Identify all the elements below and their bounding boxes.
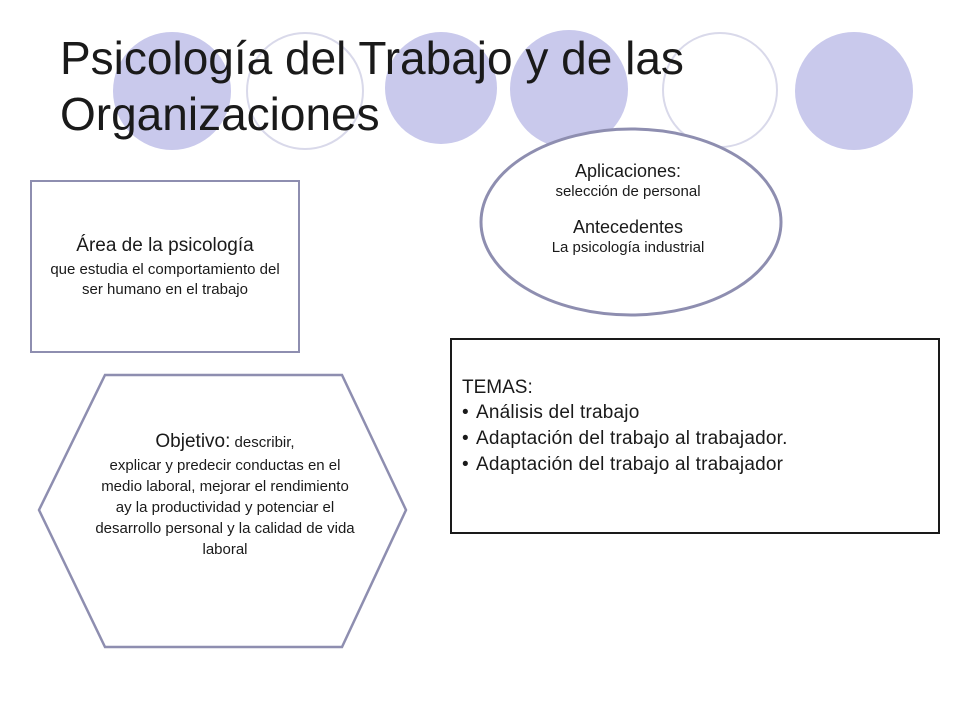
applications-heading: Aplicaciones: (574, 161, 682, 181)
bullet-icon: • (462, 428, 469, 449)
page-title: Psicología del Trabajo y de las Organizaciones (60, 32, 684, 140)
objective-heading-line (95, 430, 355, 455)
objective-body: explicar y predecir conductas en el medio laboral, mejorar el rendimiento ay la productividad y potenciar el desarrollo personal y la calidad de vida laboral (95, 457, 355, 558)
list-item: • Adaptación del trabajo al trabajador (462, 452, 938, 478)
antecedents-heading: Antecedentes (572, 217, 684, 237)
topics-heading: TEMAS: (462, 377, 533, 398)
definition-body: que estudia el comportamiento del ser humano en el trabajo (50, 260, 280, 298)
topics-list (462, 400, 938, 478)
topics-box (450, 338, 940, 534)
definition-box (30, 180, 300, 353)
list-item: • Adaptación del trabajo al trabajador. (462, 426, 938, 452)
objective-heading-cont: describir, (230, 434, 295, 451)
bullet-icon: • (462, 454, 469, 475)
objective-text (95, 430, 355, 560)
applications-text (490, 160, 766, 258)
applications-sub: selección de personal (555, 183, 701, 200)
bullet-icon: • (462, 402, 469, 423)
antecedents-sub: La psicología industrial (551, 239, 705, 256)
list-item: • Análisis del trabajo (462, 400, 938, 426)
definition-heading: Área de la psicología (76, 234, 254, 256)
objective-heading: Objetivo: (155, 431, 231, 452)
decor-circle-4 (795, 32, 913, 150)
